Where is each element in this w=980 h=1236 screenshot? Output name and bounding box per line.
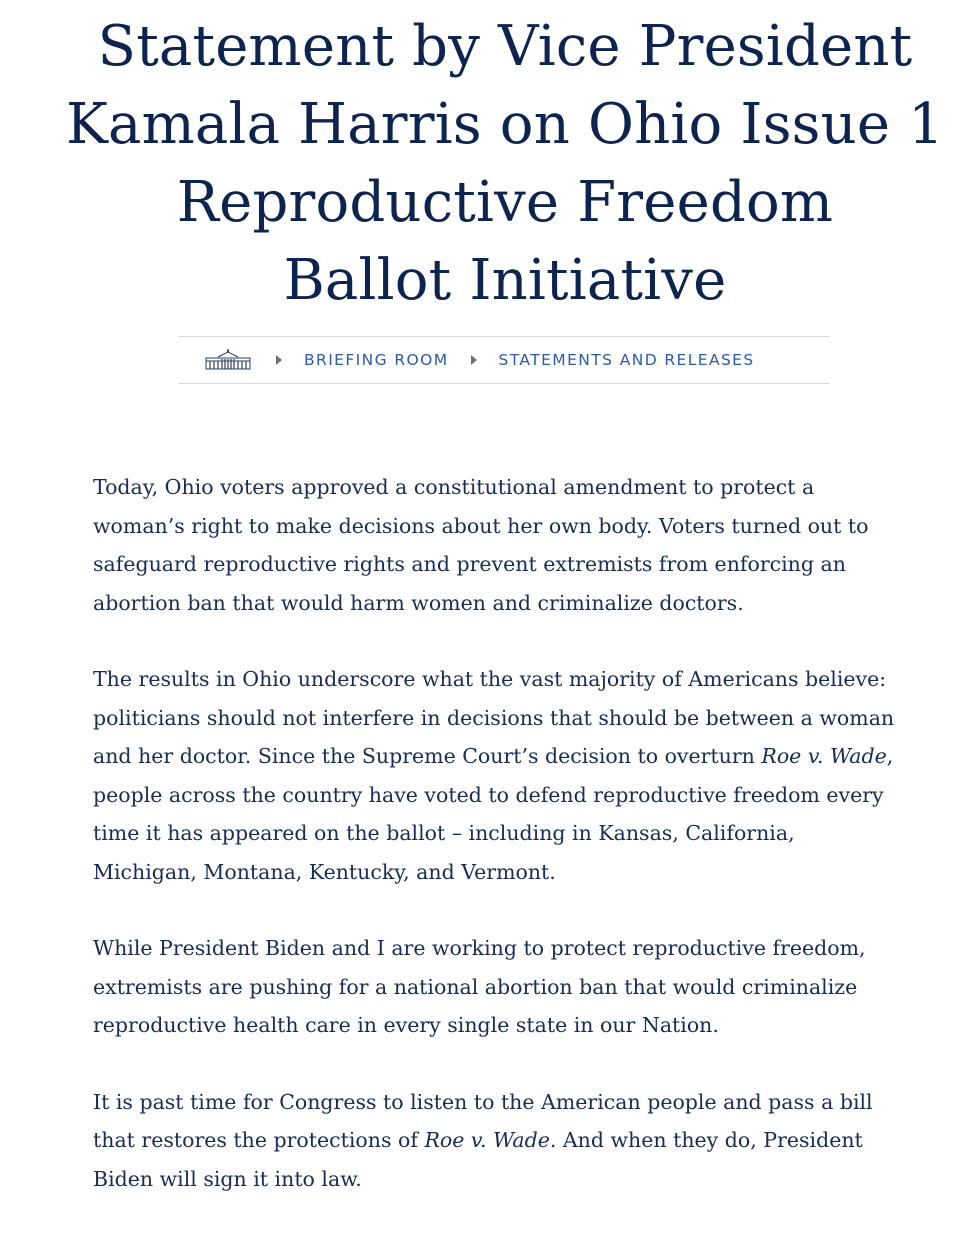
- statement-body: [93, 468, 953, 1236]
- text-line: Michigan, Montana, Kentucky, and Vermont.: [93, 859, 556, 884]
- paragraph: [93, 660, 953, 891]
- text-fragment: . And when they do, President: [549, 1128, 863, 1152]
- paragraph: [93, 1083, 953, 1199]
- text-line: While President Biden and I are working to protect reproductive freedom,: [93, 936, 866, 960]
- text-line: The results in Ohio underscore what the vast majority of Americans believe:: [93, 667, 887, 691]
- text-fragment: and her doctor. Since the Supreme Court’s decision to overturn: [93, 744, 762, 768]
- breadcrumb: [178, 336, 830, 384]
- chevron-right-icon: [471, 355, 477, 365]
- text-line: Today, Ohio voters approved a constitutional amendment to protect a: [93, 475, 815, 499]
- title-line: Ballot Initiative: [283, 248, 727, 313]
- white-house-icon[interactable]: [204, 349, 252, 371]
- case-name: Roe v. Wade: [424, 1128, 550, 1152]
- title-line: Statement by Vice President: [97, 14, 913, 79]
- case-name: Roe v. Wade: [761, 744, 887, 768]
- text-line: woman’s right to make decisions about her own body. Voters turned out to: [93, 513, 869, 538]
- text-line: [93, 737, 953, 776]
- page-title: [40, 8, 970, 320]
- text-line: Biden will sign it into law.: [93, 1166, 362, 1191]
- paragraph: [93, 468, 953, 622]
- text-line: It is past time for Congress to listen to the American people and pass a bill: [93, 1089, 873, 1114]
- text-line: extremists are pushing for a national abortion ban that would criminalize: [93, 974, 858, 999]
- title-line: Reproductive Freedom: [176, 170, 834, 235]
- text-line: people across the country have voted to defend reproductive freedom every: [93, 782, 884, 807]
- text-fragment: ,: [886, 744, 894, 768]
- text-line: [93, 1121, 953, 1160]
- text-line: abortion ban that would harm women and criminalize doctors.: [93, 590, 744, 615]
- text-line: politicians should not interfere in decisions that should be between a woman: [93, 705, 895, 730]
- title-line: Kamala Harris on Ohio Issue 1: [65, 92, 945, 157]
- text-line: reproductive health care in every single state in our Nation.: [93, 1013, 719, 1037]
- chevron-right-icon: [276, 355, 282, 365]
- text-line: time it has appeared on the ballot – including in Kansas, California,: [93, 821, 795, 845]
- text-line: safeguard reproductive rights and prevent extremists from enforcing an: [93, 552, 846, 576]
- paragraph: [93, 929, 953, 1045]
- breadcrumb-briefing-room[interactable]: BRIEFING ROOM: [304, 351, 449, 369]
- text-fragment: that restores the protections of: [93, 1128, 425, 1152]
- breadcrumb-statements-and-releases[interactable]: STATEMENTS AND RELEASES: [498, 351, 755, 369]
